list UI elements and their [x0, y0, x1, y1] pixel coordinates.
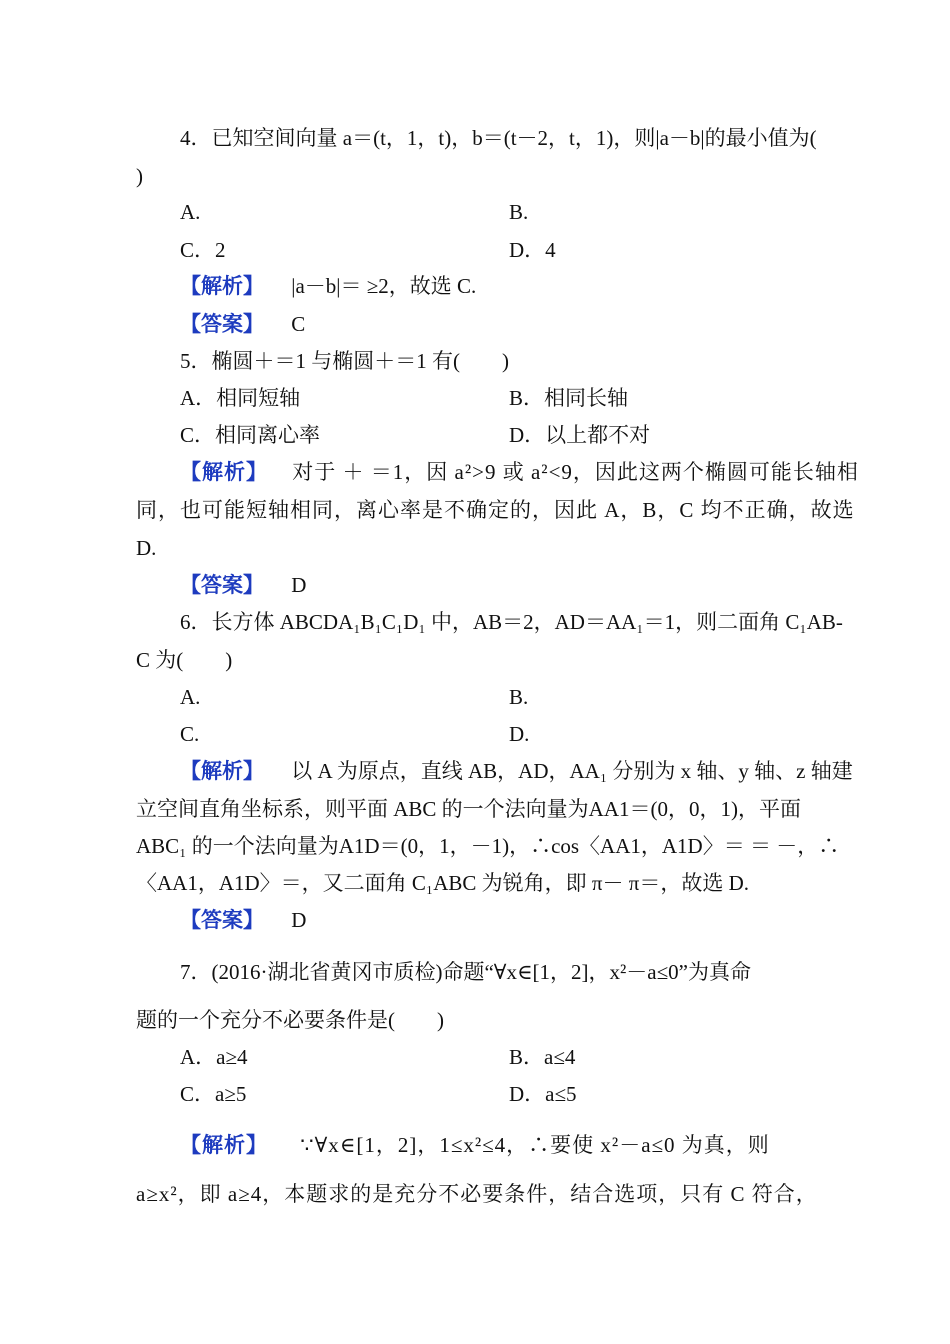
q5-analysis-text1: 对于 ＋ ＝1，因 a²>9 或 a²<9，因此这两个椭圆可能长轴相: [292, 460, 859, 484]
q7-analysis-line2: a≥x²，即 a≥4，本题求的是充分不必要条件，结合选项，只有 C 符合，: [136, 1182, 818, 1206]
q6-stem-line1: 6．长方体 ABCDA₁B₁C₁D₁ 中，AB＝2，AD＝AA₁＝1，则二面角 C₁AB-: [180, 610, 843, 634]
answer-tag: 【答案】: [180, 908, 264, 932]
q6-analysis-line2: 立空间直角坐标系，则平面 ABC 的一个法向量为AA1＝(0，0，1)，平面: [136, 797, 801, 821]
q7-option-c: C．a≥5: [180, 1082, 247, 1106]
q6-analysis-line3: ABC₁ 的一个法向量为A1D＝(0，1，－1)，∴cos〈AA1，A1D〉＝ ＝ －，∴: [136, 834, 840, 858]
q4-stem-line1: 4．已知空间向量 a＝(t，1，t)，b＝(t－2，t，1)，则|a－b|的最小值为(: [180, 126, 817, 150]
q4-option-c: C．2: [180, 238, 226, 262]
q6-analysis-line1: [180, 757, 853, 785]
q5-option-d: D．以上都不对: [509, 423, 651, 447]
q4-option-d: D．4: [509, 238, 556, 262]
q4-analysis: [180, 272, 476, 300]
analysis-tag: 【解析】: [180, 460, 268, 484]
q4-option-b: B.: [509, 200, 529, 224]
q5-analysis-line2: 同，也可能短轴相同，离心率是不确定的，因此 A，B，C 均不正确，故选: [136, 498, 855, 522]
q4-analysis-text: |a－b|＝ ≥2，故选 C.: [291, 274, 477, 298]
analysis-tag: 【解析】: [180, 274, 264, 298]
q6-analysis-text1: 以 A 为原点，直线 AB，AD，AA₁ 分别为 x 轴、y 轴、z 轴建: [291, 759, 853, 783]
q7-analysis-text1: ∵∀x∈[1，2]，1≤x²≤4，∴要使 x²－a≤0 为真，则: [300, 1133, 770, 1157]
analysis-tag: 【解析】: [180, 1133, 268, 1157]
q5-answer-value: D: [291, 573, 307, 597]
q5-option-a: A．相同短轴: [180, 386, 301, 410]
q6-option-d: D.: [509, 722, 530, 746]
q5-analysis-line3: D.: [136, 536, 157, 560]
q4-answer: [180, 310, 305, 338]
analysis-tag: 【解析】: [180, 759, 264, 783]
q4-stem-line2: ): [136, 164, 143, 188]
q7-option-a: A．a≥4: [180, 1045, 248, 1069]
answer-tag: 【答案】: [180, 312, 264, 336]
q6-option-c: C.: [180, 722, 200, 746]
q4-option-a: A.: [180, 200, 201, 224]
q7-analysis-line1: [180, 1131, 770, 1159]
q6-answer: [180, 906, 306, 934]
q7-option-b: B．a≤4: [509, 1045, 576, 1069]
q6-analysis-line4: 〈AA1，A1D〉＝，又二面角 C₁ABC 为锐角，即 π－ π＝，故选 D.: [136, 871, 750, 895]
q5-option-c: C．相同离心率: [180, 423, 321, 447]
q7-option-d: D．a≤5: [509, 1082, 577, 1106]
q7-stem-line1: 7．(2016·湖北省黄冈市质检)命题“∀x∈[1，2]，x²－a≤0”为真命: [180, 960, 751, 984]
q5-analysis-line1: [180, 458, 859, 486]
answer-tag: 【答案】: [180, 573, 264, 597]
q6-stem-line2: C 为( ): [136, 648, 233, 672]
q5-stem: 5．椭圆＋＝1 与椭圆＋＝1 有( ): [180, 349, 509, 373]
q5-answer: [180, 571, 306, 599]
q6-option-b: B.: [509, 685, 529, 709]
q4-answer-value: C: [291, 312, 306, 336]
q5-option-b: B．相同长轴: [509, 386, 629, 410]
q6-answer-value: D: [291, 908, 307, 932]
q6-option-a: A.: [180, 685, 201, 709]
q7-stem-line2: 题的一个充分不必要条件是( ): [136, 1008, 444, 1032]
